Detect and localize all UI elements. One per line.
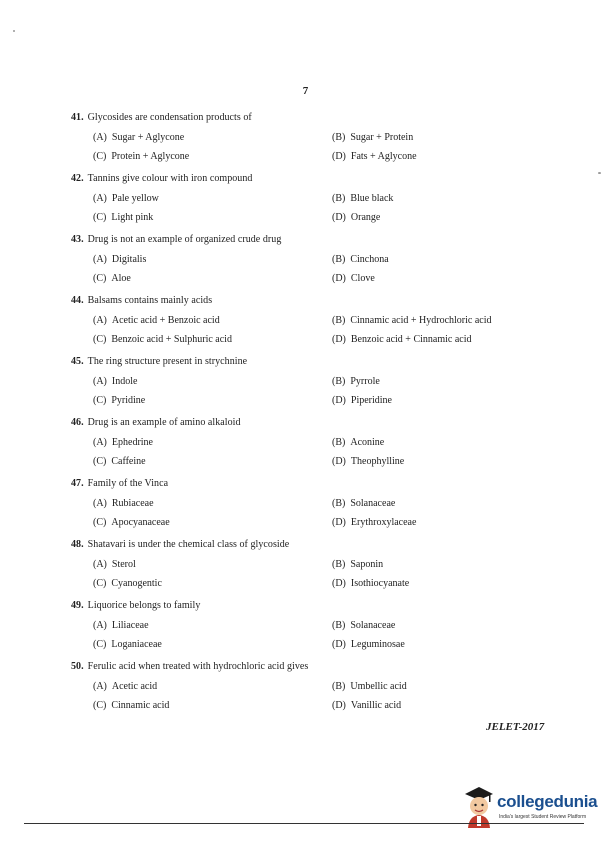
option-text: Digitalis: [111, 254, 147, 265]
question-text: Glycosides are condensation products of: [87, 112, 252, 123]
answer-option: [93, 376, 137, 387]
question-item: [0, 295, 611, 356]
answer-option: [93, 212, 153, 223]
option-letter: (D): [332, 395, 346, 406]
option-letter: (A): [93, 437, 107, 448]
option-text: Leguminosae: [350, 639, 405, 650]
option-letter: (B): [332, 498, 346, 509]
answer-option: [93, 273, 131, 284]
question-item: [0, 478, 611, 539]
question-text: Tannins give colour with iron compound: [87, 173, 253, 184]
option-letter: (A): [93, 620, 107, 631]
option-letter: (D): [332, 639, 346, 650]
option-letter: (C): [93, 395, 107, 406]
question-number: 42.: [71, 173, 84, 184]
answer-option: [93, 437, 153, 448]
option-text: Light pink: [111, 212, 154, 223]
option-text: Sterol: [111, 559, 136, 570]
question-item: [0, 661, 611, 722]
answer-option: [93, 456, 146, 467]
question-number: 47.: [71, 478, 84, 489]
answer-option: [332, 620, 395, 631]
option-text: Acetic acid + Benzoic acid: [111, 315, 220, 326]
option-letter: (A): [93, 315, 107, 326]
option-letter: (D): [332, 517, 346, 528]
answer-option: [332, 559, 383, 570]
question-number: 48.: [71, 539, 84, 550]
option-text: Pale yellow: [111, 193, 159, 204]
option-text: Benzoic acid + Sulphuric acid: [111, 334, 232, 345]
option-letter: (D): [332, 273, 346, 284]
question-stem: [71, 356, 247, 367]
answer-option: [332, 578, 409, 589]
answer-option: [332, 254, 389, 265]
option-letter: (D): [332, 456, 346, 467]
option-text: Aloe: [111, 273, 131, 284]
option-text: Protein + Aglycone: [111, 151, 190, 162]
logo-brand-text: collegedunia: [497, 792, 598, 811]
answer-option: [93, 700, 169, 711]
answer-option: [332, 395, 392, 406]
option-letter: (D): [332, 334, 346, 345]
answer-option: [93, 151, 189, 162]
question-item: [0, 112, 611, 173]
option-letter: (B): [332, 193, 346, 204]
answer-option: [332, 151, 417, 162]
option-letter: (A): [93, 681, 107, 692]
option-letter: (B): [332, 254, 346, 265]
answer-option: [332, 700, 401, 711]
question-item: [0, 600, 611, 661]
answer-option: [332, 212, 380, 223]
question-stem: [71, 539, 289, 550]
answer-option: [93, 334, 232, 345]
option-text: Cyanogentic: [111, 578, 162, 589]
option-letter: (A): [93, 498, 107, 509]
answer-option: [332, 437, 384, 448]
option-letter: (B): [332, 559, 346, 570]
question-item: [0, 356, 611, 417]
option-letter: (C): [93, 700, 107, 711]
answer-option: [332, 639, 405, 650]
option-text: Aconine: [350, 437, 385, 448]
question-text: Ferulic acid when treated with hydrochloric acid gives: [87, 661, 309, 672]
option-text: Erythroxylaceae: [350, 517, 417, 528]
option-letter: (B): [332, 315, 346, 326]
option-text: Cinnamic acid + Hydrochloric acid: [350, 315, 492, 326]
option-letter: (D): [332, 700, 346, 711]
option-letter: (D): [332, 151, 346, 162]
option-text: Loganiaceae: [111, 639, 162, 650]
question-text: Family of the Vinca: [87, 478, 169, 489]
question-stem: [71, 234, 281, 245]
option-text: Fats + Aglycone: [350, 151, 417, 162]
option-letter: (C): [93, 212, 107, 223]
option-letter: (A): [93, 254, 107, 265]
question-number: 50.: [71, 661, 84, 672]
question-stem: [71, 112, 252, 123]
question-number: 43.: [71, 234, 84, 245]
option-text: Cinchona: [350, 254, 389, 265]
answer-option: [332, 315, 492, 326]
question-text: Balsams contains mainly acids: [87, 295, 213, 306]
option-text: Indole: [111, 376, 138, 387]
logo-tagline: India's largest Student Review Platform: [499, 814, 587, 820]
option-text: Orange: [350, 212, 381, 223]
question-number: 44.: [71, 295, 84, 306]
option-letter: (C): [93, 273, 107, 284]
answer-option: [93, 620, 149, 631]
question-text: Drug is not an example of organized crude drug: [87, 234, 282, 245]
answer-option: [93, 517, 170, 528]
option-letter: (A): [93, 376, 107, 387]
option-text: Cinnamic acid: [111, 700, 170, 711]
answer-option: [332, 132, 413, 143]
option-letter: (C): [93, 578, 107, 589]
answer-option: [93, 254, 146, 265]
option-text: Isothiocyanate: [350, 578, 410, 589]
option-text: Rubiaceae: [111, 498, 154, 509]
question-stem: [71, 295, 212, 306]
option-text: Caffeine: [111, 456, 146, 467]
option-text: Piperidine: [350, 395, 392, 406]
page-number: 7: [302, 85, 309, 97]
answer-option: [93, 559, 136, 570]
question-stem: [71, 173, 252, 184]
question-number: 46.: [71, 417, 84, 428]
question-item: [0, 173, 611, 234]
answer-option: [93, 315, 220, 326]
option-letter: (D): [332, 212, 346, 223]
option-text: Vanillic acid: [350, 700, 402, 711]
option-text: Sugar + Protein: [350, 132, 414, 143]
question-stem: [71, 478, 168, 489]
option-letter: (B): [332, 681, 346, 692]
answer-option: [93, 132, 184, 143]
answer-option: [332, 376, 380, 387]
answer-option: [93, 498, 154, 509]
option-text: Theophylline: [350, 456, 405, 467]
question-number: 41.: [71, 112, 84, 123]
question-stem: [71, 600, 200, 611]
option-text: Blue black: [350, 193, 394, 204]
option-letter: (B): [332, 376, 346, 387]
option-text: Solanaceae: [350, 498, 396, 509]
option-letter: (B): [332, 620, 346, 631]
answer-option: [93, 578, 162, 589]
option-letter: (C): [93, 639, 107, 650]
question-item: [0, 417, 611, 478]
question-list: [0, 112, 611, 722]
answer-option: [332, 517, 416, 528]
option-text: Sugar + Aglycone: [111, 132, 185, 143]
option-letter: (A): [93, 132, 107, 143]
option-letter: (D): [332, 578, 346, 589]
answer-option: [332, 498, 395, 509]
option-text: Benzoic acid + Cinnamic acid: [350, 334, 472, 345]
answer-option: [93, 681, 157, 692]
answer-option: [332, 193, 393, 204]
option-text: Apocyanaceae: [111, 517, 170, 528]
option-text: Saponin: [350, 559, 384, 570]
option-letter: (C): [93, 517, 107, 528]
option-text: Ephedrine: [111, 437, 153, 448]
scan-speck: [598, 172, 601, 174]
option-letter: (B): [332, 437, 346, 448]
answer-option: [332, 273, 375, 284]
question-text: The ring structure present in strychnine: [87, 356, 248, 367]
answer-option: [93, 193, 159, 204]
question-stem: [71, 417, 241, 428]
question-item: [0, 539, 611, 600]
question-stem: [71, 661, 308, 672]
option-text: Liliaceae: [111, 620, 149, 631]
option-letter: (C): [93, 151, 107, 162]
answer-option: [332, 456, 404, 467]
option-letter: (B): [332, 132, 346, 143]
scan-speck: [13, 30, 15, 32]
answer-option: [332, 681, 407, 692]
question-text: Shatavari is under the chemical class of glycoside: [87, 539, 290, 550]
option-letter: (C): [93, 334, 107, 345]
question-text: Liquorice belongs to family: [87, 600, 201, 611]
option-text: Pyridine: [111, 395, 146, 406]
question-number: 45.: [71, 356, 84, 367]
exam-code: JELET-2017: [486, 721, 545, 733]
option-text: Pyrrole: [350, 376, 380, 387]
option-letter: (A): [93, 193, 107, 204]
option-text: Umbellic acid: [350, 681, 407, 692]
bottom-divider: [24, 823, 584, 824]
option-text: Acetic acid: [111, 681, 158, 692]
answer-option: [332, 334, 472, 345]
question-item: [0, 234, 611, 295]
answer-option: [93, 639, 162, 650]
option-letter: (A): [93, 559, 107, 570]
option-text: Solanaceae: [350, 620, 396, 631]
question-text: Drug is an example of amino alkaloid: [87, 417, 241, 428]
question-number: 49.: [71, 600, 84, 611]
answer-option: [93, 395, 145, 406]
option-text: Clove: [350, 273, 375, 284]
option-letter: (C): [93, 456, 107, 467]
